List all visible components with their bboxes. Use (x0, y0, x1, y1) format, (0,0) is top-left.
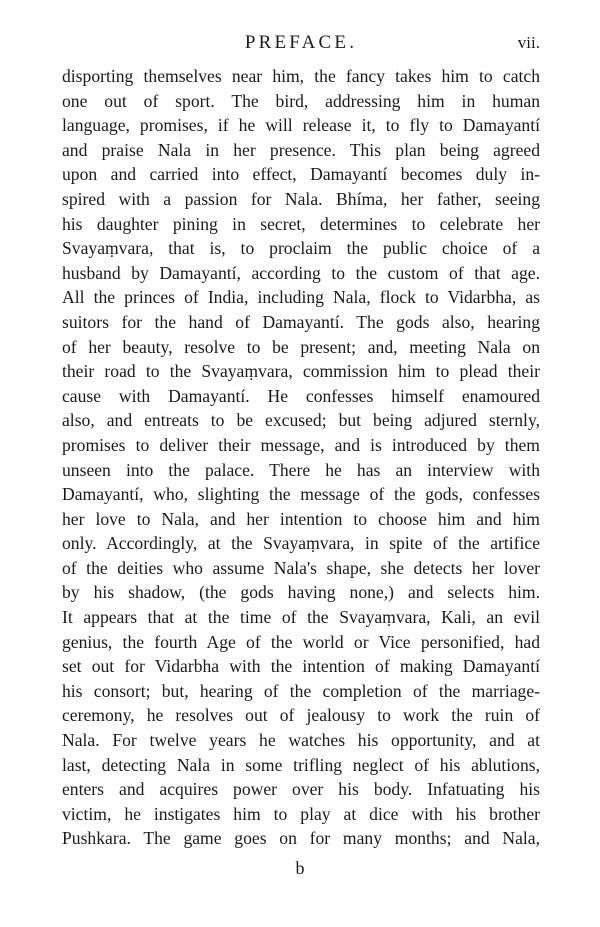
text-line: only. Accordingly, at the Svayaṃvara, in spite of the artifice (62, 533, 540, 554)
text-line: language, promises, if he will release it, to fly to Damayantí (62, 115, 540, 136)
signature-mark: b (295, 858, 305, 878)
page-number: vii. (517, 33, 540, 52)
text-line: enters and acquires power over his body. Infatuating his (62, 779, 540, 800)
text-line: Damayantí, who, slighting the message of the gods, confesses (62, 484, 540, 505)
text-line: All the princes of India, including Nala, flock to Vidarbha, as (62, 287, 540, 308)
text-line: Pushkara. The game goes on for many months; and Nala, (62, 828, 540, 849)
text-line: cause with Damayantí. He confesses himself enamoured (62, 385, 540, 406)
running-head (62, 32, 540, 58)
text-line: also, and entreats to be excused; but being adjured sternly, (62, 410, 540, 431)
text-line: promises to deliver their message, and is introduced by them (62, 434, 540, 455)
text-line: her love to Nala, and her intention to choose him and him (62, 508, 540, 529)
text-line: one out of sport. The bird, addressing him in human (62, 90, 540, 111)
running-head-title: PREFACE. (244, 32, 358, 53)
text-line: his daughter pining in secret, determines to celebrate her (62, 213, 540, 234)
text-line: victim, he instigates him to play at dice with his brother (62, 803, 540, 824)
text-line: of the deities who assume Nala's shape, she detects her lover (62, 557, 540, 578)
text-line: genius, the fourth Age of the world or Vice personified, had (62, 631, 540, 652)
text-line: ceremony, he resolves out of jealousy to work the ruin of (62, 705, 540, 726)
text-line: Svayaṃvara, that is, to proclaim the public choice of a (62, 238, 540, 259)
body-text (62, 64, 540, 851)
text-line: It appears that at the time of the Svayaṃvara, Kali, an evil (62, 607, 540, 628)
text-line: their road to the Svayaṃvara, commission him to plead their (62, 361, 540, 382)
text-line: husband by Damayantí, according to the custom of that age. (62, 262, 540, 283)
text-line: upon and carried into effect, Damayantí becomes duly in- (62, 164, 540, 185)
text-line: by his shadow, (the gods having none,) and selects him. (62, 582, 540, 603)
text-line: of her beauty, resolve to be present; and, meeting Nala on (62, 336, 540, 357)
text-line: disporting themselves near him, the fancy takes him to catch (62, 66, 540, 86)
text-line: spired with a passion for Nala. Bhíma, her father, seeing (62, 188, 540, 209)
text-line: unseen into the palace. There he has an interview with (62, 459, 540, 480)
text-line: his consort; but, hearing of the completion of the marriage- (62, 680, 540, 701)
text-line: last, detecting Nala in some trifling neglect of his ablutions, (62, 754, 540, 775)
text-line: set out for Vidarbha with the intention of making Damayantí (62, 656, 540, 677)
text-line: suitors for the hand of Damayantí. The gods also, hearing (62, 311, 540, 332)
text-line: Nala. For twelve years he watches his opportunity, and at (62, 730, 540, 751)
text-line: and praise Nala in her presence. This plan being agreed (62, 139, 540, 160)
